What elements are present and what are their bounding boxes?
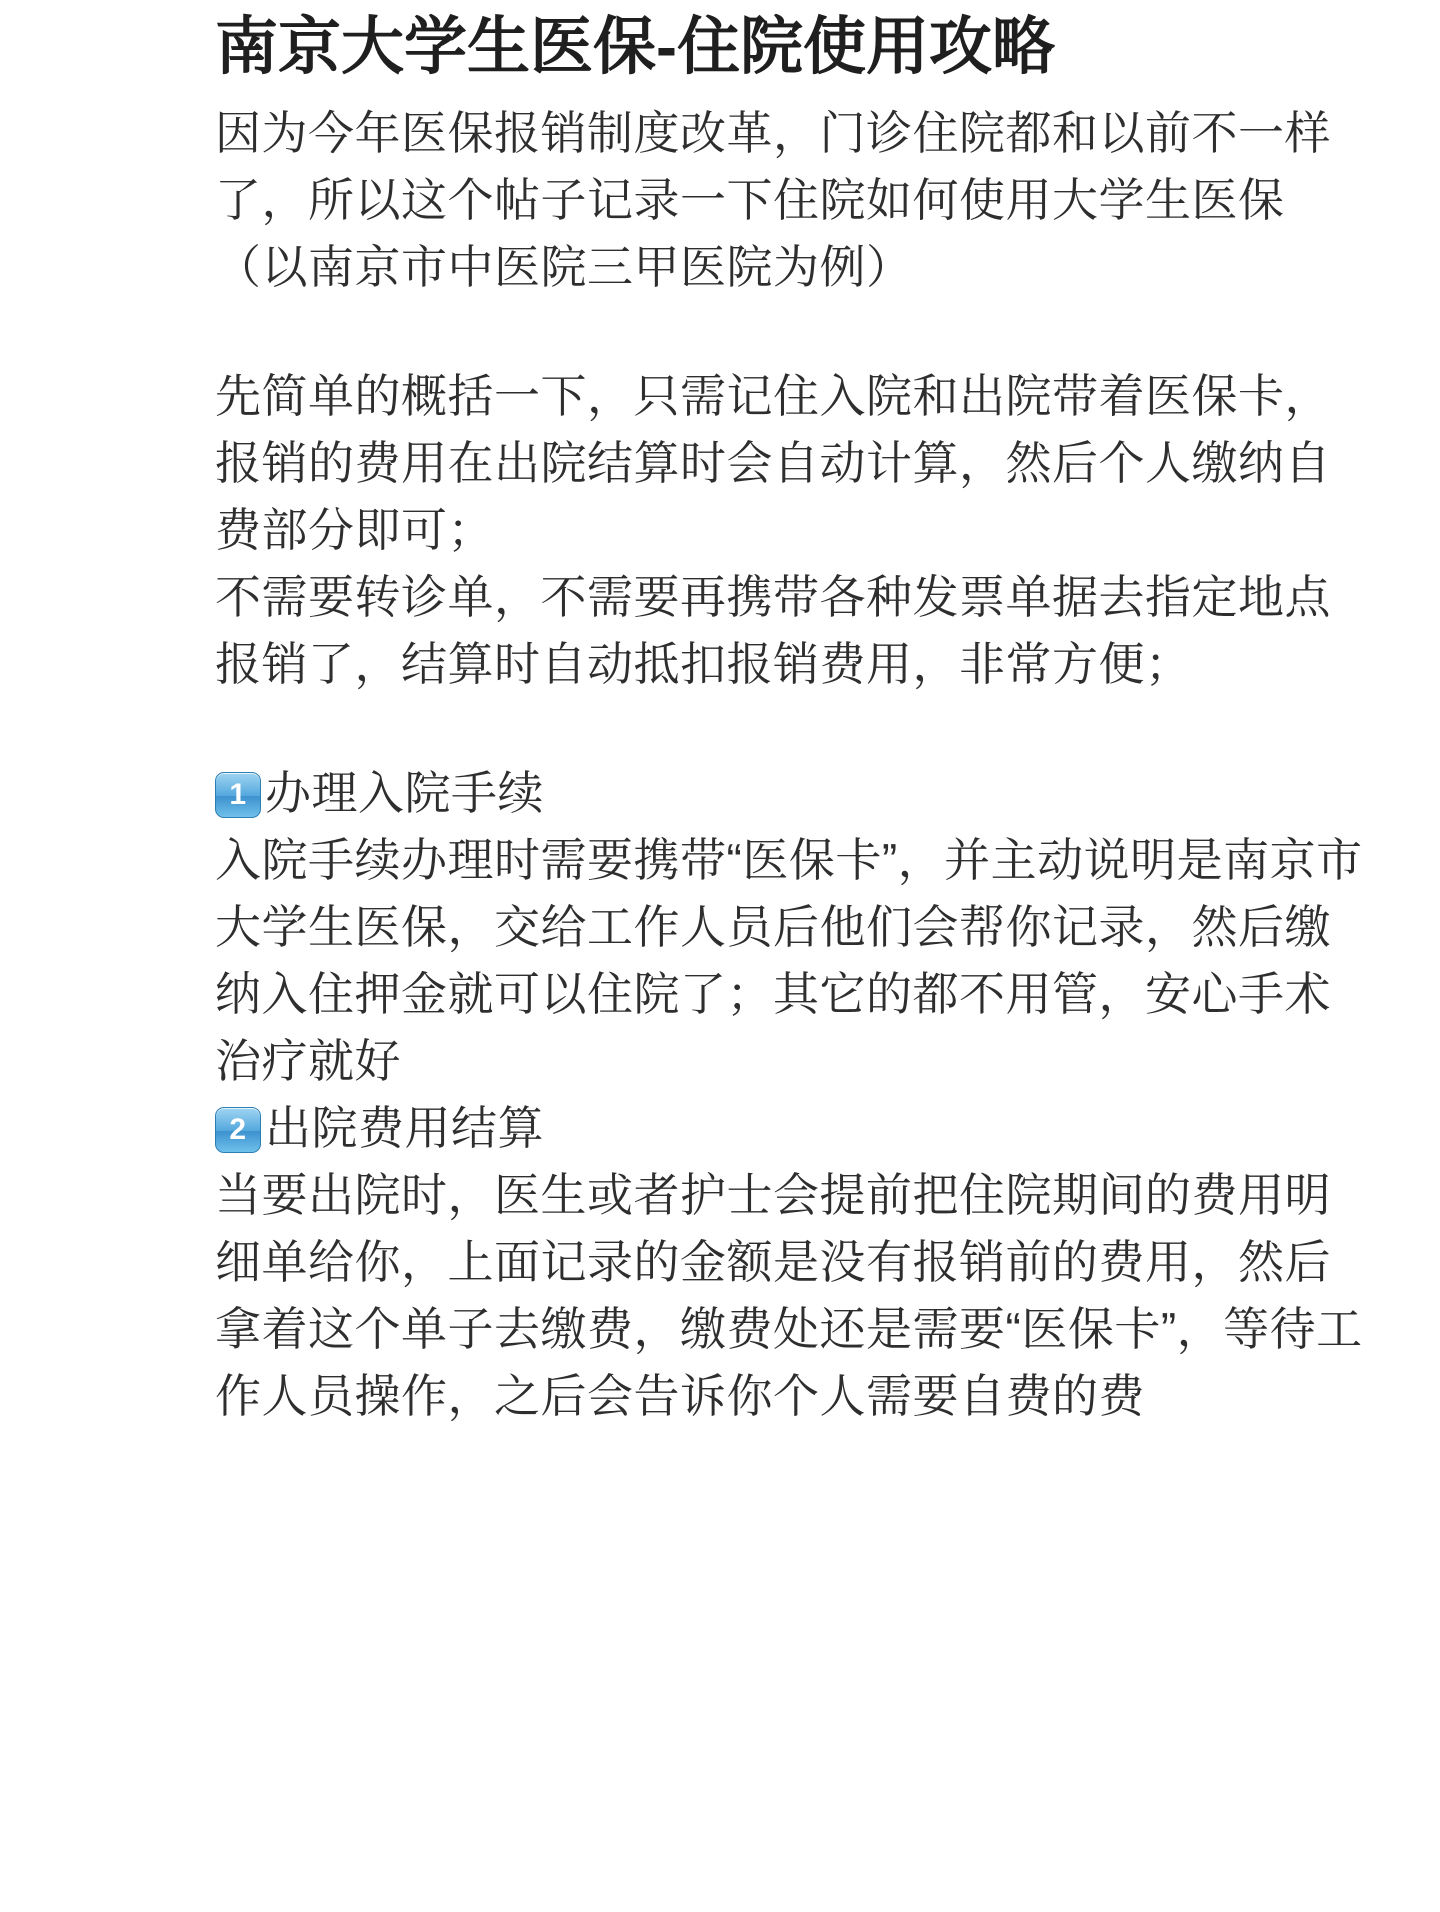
section-2-body: 当要出院时，医生或者护士会提前把住院期间的费用明细单给你，上面记录的金额是没有报销前的费用，然后拿着这个单子去缴费，缴费处还是需要“医保卡”，等待工作人员操作，之后会告诉你个人需要自费的费 xyxy=(215,1169,1363,1422)
section-heading-1-label: 办理入院手续 xyxy=(265,767,544,819)
paragraph-spacer xyxy=(215,301,1365,363)
section-heading-1 xyxy=(215,760,1365,827)
number-one-icon: 1 xyxy=(215,772,261,818)
section-heading-2-label: 出院费用结算 xyxy=(265,1102,544,1154)
section-heading-2 xyxy=(215,1095,1365,1162)
page-title: 南京大学生医保-住院使用攻略 xyxy=(215,12,1055,82)
summary-paragraph: 先简单的概括一下，只需记住入院和出院带着医保卡，报销的费用在出院结算时会自动计算，然后个人缴纳自费部分即可； xyxy=(215,370,1331,556)
section-spacer xyxy=(215,698,1365,760)
intro-paragraph: 因为今年医保报销制度改革，门诊住院都和以前不一样了，所以这个帖子记录一下住院如何使用大学生医保（以南京市中医院三甲医院为例） xyxy=(215,107,1331,293)
number-two-icon: 2 xyxy=(215,1107,261,1153)
summary-paragraph-2: 不需要转诊单，不需要再携带各种发票单据去指定地点报销了，结算时自动抵扣报销费用，非常方便； xyxy=(215,571,1331,690)
section-1-body: 入院手续办理时需要携带“医保卡”，并主动说明是南京市大学生医保，交给工作人员后他们会帮你记录，然后缴纳入住押金就可以住院了；其它的都不用管，安心手术治疗就好 xyxy=(215,834,1363,1087)
